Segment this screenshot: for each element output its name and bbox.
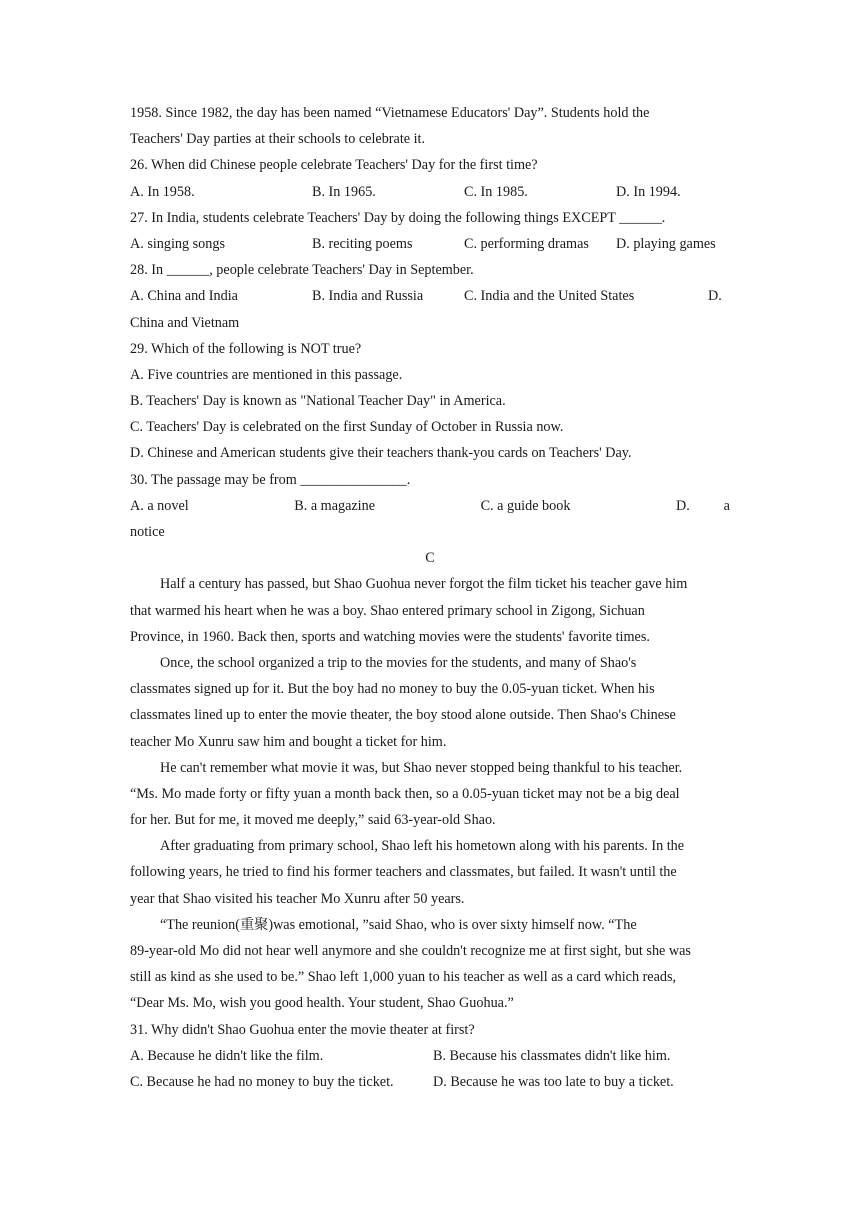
question-29-stem: 29. Which of the following is NOT true?	[130, 340, 362, 357]
question-30-options	[130, 493, 730, 519]
option-b: B. India and Russia	[312, 288, 424, 305]
option-a: A. China and India	[130, 288, 238, 305]
option-d	[676, 493, 730, 519]
paragraph-line: Once, the school organized a trip to the movies for the students, and many of Shao's	[160, 654, 637, 671]
paragraph-line: that warmed his heart when he was a boy. Shao entered primary school in Zigong, Sichuan	[130, 602, 645, 619]
question-30-stem: 30. The passage may be from _______________.	[130, 471, 411, 488]
option-b: B. Because his classmates didn't like him.	[433, 1047, 671, 1064]
question-26-stem: 26. When did Chinese people celebrate Teachers' Day for the first time?	[130, 157, 538, 174]
option-d-continuation: notice	[130, 524, 165, 540]
paragraph-line: After graduating from primary school, Shao left his hometown along with his parents. In the	[160, 838, 685, 855]
option-b: B. Teachers' Day is known as "National Teacher Day" in America.	[130, 393, 506, 410]
paragraph-line: for her. But for me, it moved me deeply,” said 63-year-old Shao.	[130, 812, 496, 829]
question-31-options-row	[130, 1069, 730, 1095]
option-d: D. In 1994.	[616, 183, 681, 200]
passage-b-ending-line: 1958. Since 1982, the day has been named “Vietnamese Educators' Day”. Students hold the	[130, 105, 650, 121]
option-c: C. Teachers' Day is celebrated on the first Sunday of October in Russia now.	[130, 419, 564, 436]
passage-b-ending-line: Teachers' Day parties at their schools to celebrate it.	[130, 131, 426, 148]
option-c: C. In 1985.	[464, 183, 528, 200]
paragraph-line: “Ms. Mo made forty or fifty yuan a month back then, so a 0.05-yuan ticket may not be a big deal	[130, 785, 680, 802]
paragraph-line: “The reunion(重聚)was emotional, ”said Shao, who is over sixty himself now. “The	[160, 916, 637, 933]
question-28-stem: 28. In ______, people celebrate Teachers' Day in September.	[130, 262, 474, 279]
option-c: C. India and the United States	[464, 288, 635, 305]
paragraph-line: Half a century has passed, but Shao Guohua never forgot the film ticket his teacher gave him	[160, 576, 688, 593]
question-28-options	[130, 283, 730, 309]
paragraph-line: classmates lined up to enter the movie theater, the boy stood alone outside. Then Shao's Chinese	[130, 707, 676, 724]
option-d-letter: D.	[675, 497, 690, 514]
paragraph-line: year that Shao visited his teacher Mo Xunru after 50 years.	[130, 890, 465, 907]
option-a: A. singing songs	[130, 235, 225, 252]
paragraph-line: teacher Mo Xunru saw him and bought a ticket for him.	[130, 733, 447, 750]
option-b: B. In 1965.	[312, 183, 376, 200]
question-27-stem: 27. In India, students celebrate Teachers' Day by doing the following things EXCEPT ______.	[130, 209, 666, 226]
option-a: A. Because he didn't like the film.	[130, 1047, 324, 1064]
paragraph-line: He can't remember what movie it was, but Shao never stopped being thankful to his teacher.	[160, 759, 683, 776]
paragraph-line: following years, he tried to find his former teachers and classmates, but failed. It wasn't until the	[130, 864, 677, 881]
option-a: A. Five countries are mentioned in this passage.	[130, 366, 403, 383]
option-a: A. a novel	[130, 497, 189, 514]
paragraph-line: classmates signed up for it. But the boy had no money to buy the 0.05-yuan ticket. When his	[130, 681, 655, 698]
paragraph-line: “Dear Ms. Mo, wish you good health. Your student, Shao Guohua.”	[130, 995, 514, 1012]
option-d: D.	[708, 288, 722, 305]
question-26-options	[130, 179, 730, 205]
section-heading: C	[425, 550, 435, 567]
option-a: A. In 1958.	[130, 183, 195, 200]
option-c: C. performing dramas	[464, 235, 589, 252]
option-d-article: a	[723, 497, 730, 514]
option-c: C. Because he had no money to buy the ticket.	[130, 1073, 394, 1090]
paragraph-line: still as kind as she used to be.” Shao left 1,000 yuan to his teacher as well as a card which reads,	[130, 969, 677, 986]
document-content	[130, 100, 730, 1095]
option-d: D. Because he was too late to buy a ticket.	[433, 1073, 674, 1090]
option-c: C. a guide book	[480, 497, 571, 514]
option-b: B. reciting poems	[312, 235, 413, 252]
option-d-continuation: China and Vietnam	[130, 314, 240, 331]
paragraph-line: Province, in 1960. Back then, sports and watching movies were the students' favorite times.	[130, 628, 650, 645]
option-d: D. Chinese and American students give their teachers thank-you cards on Teachers' Day.	[130, 445, 632, 462]
question-27-options	[130, 231, 730, 257]
paragraph-line: 89-year-old Mo did not hear well anymore and she couldn't recognize me at first sight, but she was	[130, 943, 691, 959]
question-31-stem: 31. Why didn't Shao Guohua enter the movie theater at first?	[130, 1021, 475, 1038]
question-31-options-row	[130, 1043, 730, 1069]
option-b: B. a magazine	[294, 497, 376, 514]
option-d: D. playing games	[616, 235, 716, 252]
